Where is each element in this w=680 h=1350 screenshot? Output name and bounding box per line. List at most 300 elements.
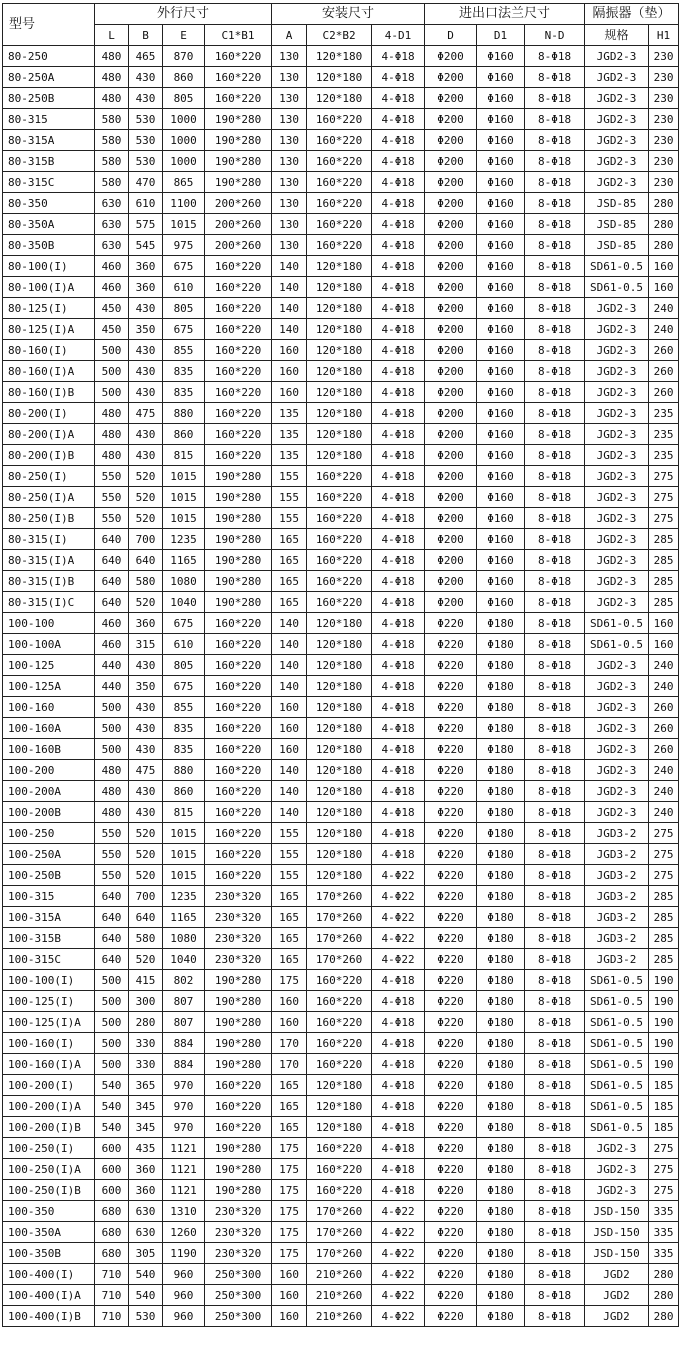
cell-nd: 8-Φ18: [525, 760, 585, 781]
table-row: [3, 1243, 679, 1264]
cell-nd: 8-Φ18: [525, 949, 585, 970]
cell-a: 160: [272, 739, 307, 760]
cell-c1b1: 190*280: [205, 1138, 272, 1159]
cell-l: 710: [95, 1264, 129, 1285]
table-row: [3, 1264, 679, 1285]
cell-h1: 190: [649, 970, 679, 991]
cell-model: 100-160B: [3, 739, 95, 760]
cell-l: 680: [95, 1222, 129, 1243]
cell-e: 1015: [163, 487, 205, 508]
cell-e: 1000: [163, 151, 205, 172]
cell-nd: 8-Φ18: [525, 1012, 585, 1033]
table-row: [3, 634, 679, 655]
cell-spec: SD61-0.5: [585, 256, 649, 277]
cell-model: 100-200A: [3, 781, 95, 802]
cell-b: 430: [129, 445, 163, 466]
cell-c2b2: 120*180: [307, 277, 372, 298]
cell-h1: 275: [649, 844, 679, 865]
cell-a: 175: [272, 1201, 307, 1222]
cell-d1: Φ180: [477, 1096, 525, 1117]
cell-spec: JGD3-2: [585, 949, 649, 970]
cell-b: 700: [129, 886, 163, 907]
cell-nd: 8-Φ18: [525, 613, 585, 634]
cell-h1: 280: [649, 1306, 679, 1327]
cell-h1: 275: [649, 508, 679, 529]
cell-b: 330: [129, 1054, 163, 1075]
cell-nd: 8-Φ18: [525, 1180, 585, 1201]
cell-spec: JGD2-3: [585, 739, 649, 760]
cell-spec: JGD2-3: [585, 46, 649, 67]
cell-e: 884: [163, 1033, 205, 1054]
cell-a: 130: [272, 151, 307, 172]
cell-l: 460: [95, 277, 129, 298]
cell-c2b2: 210*260: [307, 1306, 372, 1327]
table-row: [3, 235, 679, 256]
cell-e: 975: [163, 235, 205, 256]
cell-model: 80-160(I): [3, 340, 95, 361]
cell-a: 165: [272, 907, 307, 928]
cell-model: 80-315: [3, 109, 95, 130]
cell-a: 160: [272, 382, 307, 403]
cell-spec: SD61-0.5: [585, 634, 649, 655]
cell-h1: 260: [649, 361, 679, 382]
cell-d: Φ220: [425, 970, 477, 991]
cell-d: Φ220: [425, 844, 477, 865]
cell-a: 130: [272, 46, 307, 67]
cell-spec: JGD2-3: [585, 592, 649, 613]
cell-e: 1165: [163, 550, 205, 571]
cell-b: 470: [129, 172, 163, 193]
table-row: [3, 319, 679, 340]
cell-d1: Φ160: [477, 298, 525, 319]
cell-c2b2: 170*260: [307, 1222, 372, 1243]
cell-c1b1: 190*280: [205, 151, 272, 172]
cell-a: 160: [272, 1306, 307, 1327]
cell-d: Φ220: [425, 991, 477, 1012]
col-header-e: E: [163, 25, 205, 46]
cell-d1: Φ160: [477, 109, 525, 130]
cell-d: Φ200: [425, 571, 477, 592]
cell-nd: 8-Φ18: [525, 298, 585, 319]
cell-d1: Φ180: [477, 970, 525, 991]
cell-c2b2: 120*180: [307, 382, 372, 403]
cell-a: 140: [272, 277, 307, 298]
cell-d1: Φ160: [477, 67, 525, 88]
cell-a: 160: [272, 718, 307, 739]
cell-model: 100-160: [3, 697, 95, 718]
cell-model: 100-250(I)A: [3, 1159, 95, 1180]
cell-b: 430: [129, 382, 163, 403]
cell-spec: JGD3-2: [585, 907, 649, 928]
cell-a: 155: [272, 844, 307, 865]
cell-nd: 8-Φ18: [525, 256, 585, 277]
cell-c1b1: 160*220: [205, 1096, 272, 1117]
cell-l: 500: [95, 718, 129, 739]
table-row: [3, 1096, 679, 1117]
cell-4d1: 4-Φ18: [372, 508, 425, 529]
cell-model: 80-200(I)B: [3, 445, 95, 466]
cell-d: Φ200: [425, 466, 477, 487]
cell-4d1: 4-Φ18: [372, 781, 425, 802]
cell-d1: Φ180: [477, 823, 525, 844]
cell-4d1: 4-Φ22: [372, 886, 425, 907]
cell-4d1: 4-Φ18: [372, 193, 425, 214]
cell-model: 100-100A: [3, 634, 95, 655]
cell-c2b2: 160*220: [307, 466, 372, 487]
cell-c2b2: 160*220: [307, 592, 372, 613]
cell-d1: Φ180: [477, 1285, 525, 1306]
cell-c2b2: 160*220: [307, 1054, 372, 1075]
cell-c1b1: 230*320: [205, 907, 272, 928]
cell-l: 630: [95, 235, 129, 256]
cell-b: 350: [129, 676, 163, 697]
cell-model: 80-315A: [3, 130, 95, 151]
cell-nd: 8-Φ18: [525, 319, 585, 340]
cell-spec: JGD2-3: [585, 550, 649, 571]
cell-b: 315: [129, 634, 163, 655]
cell-b: 580: [129, 928, 163, 949]
cell-d: Φ220: [425, 1138, 477, 1159]
cell-d1: Φ180: [477, 1117, 525, 1138]
cell-c2b2: 160*220: [307, 1138, 372, 1159]
cell-model: 100-250(I): [3, 1138, 95, 1159]
cell-d1: Φ180: [477, 907, 525, 928]
cell-l: 550: [95, 466, 129, 487]
cell-d: Φ200: [425, 151, 477, 172]
cell-d: Φ200: [425, 256, 477, 277]
cell-c2b2: 120*180: [307, 760, 372, 781]
cell-model: 100-200(I)B: [3, 1117, 95, 1138]
cell-a: 175: [272, 1159, 307, 1180]
table-row: [3, 823, 679, 844]
cell-d1: Φ180: [477, 1264, 525, 1285]
cell-d1: Φ180: [477, 928, 525, 949]
cell-h1: 190: [649, 1033, 679, 1054]
cell-nd: 8-Φ18: [525, 844, 585, 865]
cell-c1b1: 160*220: [205, 46, 272, 67]
cell-d1: Φ160: [477, 361, 525, 382]
table-row: [3, 613, 679, 634]
cell-c2b2: 120*180: [307, 1075, 372, 1096]
cell-c1b1: 160*220: [205, 88, 272, 109]
cell-d: Φ220: [425, 1180, 477, 1201]
cell-d: Φ200: [425, 172, 477, 193]
cell-c1b1: 230*320: [205, 928, 272, 949]
cell-model: 100-100(I): [3, 970, 95, 991]
cell-c1b1: 190*280: [205, 487, 272, 508]
cell-a: 175: [272, 1222, 307, 1243]
cell-b: 345: [129, 1096, 163, 1117]
cell-a: 165: [272, 529, 307, 550]
cell-c1b1: 160*220: [205, 67, 272, 88]
cell-d: Φ220: [425, 634, 477, 655]
col-header-4d1: 4-D1: [372, 25, 425, 46]
table-row: [3, 1201, 679, 1222]
cell-c1b1: 160*220: [205, 424, 272, 445]
cell-l: 580: [95, 130, 129, 151]
cell-c2b2: 160*220: [307, 529, 372, 550]
cell-4d1: 4-Φ18: [372, 655, 425, 676]
cell-c2b2: 120*180: [307, 697, 372, 718]
cell-b: 610: [129, 193, 163, 214]
cell-spec: JGD2-3: [585, 487, 649, 508]
cell-d: Φ220: [425, 1159, 477, 1180]
cell-l: 640: [95, 550, 129, 571]
cell-model: 100-100: [3, 613, 95, 634]
cell-h1: 275: [649, 1180, 679, 1201]
cell-model: 80-315(I): [3, 529, 95, 550]
cell-4d1: 4-Φ18: [372, 172, 425, 193]
cell-e: 805: [163, 88, 205, 109]
table-row: [3, 1159, 679, 1180]
cell-c1b1: 190*280: [205, 130, 272, 151]
cell-nd: 8-Φ18: [525, 487, 585, 508]
cell-l: 710: [95, 1285, 129, 1306]
cell-e: 1000: [163, 130, 205, 151]
col-header-l: L: [95, 25, 129, 46]
cell-l: 550: [95, 865, 129, 886]
cell-l: 500: [95, 382, 129, 403]
cell-d: Φ220: [425, 1012, 477, 1033]
cell-e: 1015: [163, 823, 205, 844]
cell-nd: 8-Φ18: [525, 1096, 585, 1117]
cell-e: 815: [163, 445, 205, 466]
cell-4d1: 4-Φ18: [372, 823, 425, 844]
cell-h1: 230: [649, 172, 679, 193]
cell-b: 430: [129, 361, 163, 382]
cell-e: 1040: [163, 949, 205, 970]
cell-c1b1: 250*300: [205, 1285, 272, 1306]
cell-e: 835: [163, 382, 205, 403]
cell-d1: Φ180: [477, 802, 525, 823]
cell-spec: JGD2-3: [585, 718, 649, 739]
cell-model: 100-400(I)A: [3, 1285, 95, 1306]
cell-b: 580: [129, 571, 163, 592]
cell-c2b2: 160*220: [307, 214, 372, 235]
cell-4d1: 4-Φ18: [372, 382, 425, 403]
pump-dimension-table: [2, 3, 679, 1327]
cell-a: 140: [272, 655, 307, 676]
cell-4d1: 4-Φ18: [372, 1012, 425, 1033]
cell-a: 160: [272, 361, 307, 382]
cell-h1: 230: [649, 151, 679, 172]
cell-b: 530: [129, 109, 163, 130]
cell-d: Φ220: [425, 1285, 477, 1306]
cell-e: 1000: [163, 109, 205, 130]
cell-b: 700: [129, 529, 163, 550]
table-row: [3, 718, 679, 739]
cell-h1: 190: [649, 1054, 679, 1075]
cell-4d1: 4-Φ18: [372, 445, 425, 466]
cell-model: 100-200(I): [3, 1075, 95, 1096]
cell-spec: JGD2-3: [585, 1159, 649, 1180]
cell-4d1: 4-Φ18: [372, 277, 425, 298]
cell-l: 580: [95, 151, 129, 172]
cell-d: Φ200: [425, 382, 477, 403]
cell-model: 80-250B: [3, 88, 95, 109]
cell-c2b2: 160*220: [307, 172, 372, 193]
cell-c1b1: 190*280: [205, 1159, 272, 1180]
cell-c2b2: 120*180: [307, 865, 372, 886]
cell-d: Φ200: [425, 340, 477, 361]
cell-4d1: 4-Φ18: [372, 256, 425, 277]
cell-c1b1: 190*280: [205, 550, 272, 571]
table-row: [3, 592, 679, 613]
cell-c2b2: 170*260: [307, 907, 372, 928]
table-row: [3, 277, 679, 298]
cell-l: 480: [95, 403, 129, 424]
cell-e: 860: [163, 67, 205, 88]
cell-h1: 240: [649, 760, 679, 781]
cell-d1: Φ180: [477, 739, 525, 760]
table-row: [3, 1306, 679, 1327]
cell-l: 540: [95, 1075, 129, 1096]
table-row: [3, 970, 679, 991]
cell-c2b2: 160*220: [307, 1180, 372, 1201]
cell-c1b1: 230*320: [205, 1201, 272, 1222]
cell-d: Φ200: [425, 508, 477, 529]
cell-b: 640: [129, 550, 163, 571]
cell-h1: 275: [649, 466, 679, 487]
cell-c2b2: 120*180: [307, 88, 372, 109]
cell-d: Φ200: [425, 193, 477, 214]
cell-model: 100-315B: [3, 928, 95, 949]
cell-4d1: 4-Φ18: [372, 760, 425, 781]
cell-c1b1: 160*220: [205, 697, 272, 718]
cell-model: 80-160(I)B: [3, 382, 95, 403]
cell-d1: Φ160: [477, 277, 525, 298]
flange-dimensions-header: 进出口法兰尺寸: [425, 4, 585, 25]
cell-l: 680: [95, 1243, 129, 1264]
cell-h1: 260: [649, 382, 679, 403]
cell-e: 610: [163, 634, 205, 655]
col-header-spec: 规格: [585, 25, 649, 46]
cell-model: 80-250: [3, 46, 95, 67]
cell-b: 350: [129, 319, 163, 340]
table-row: [3, 571, 679, 592]
isolator-header: 隔振器（垫）: [585, 4, 679, 25]
cell-d1: Φ160: [477, 592, 525, 613]
table-row: [3, 382, 679, 403]
table-row: [3, 88, 679, 109]
cell-4d1: 4-Φ18: [372, 424, 425, 445]
cell-c1b1: 160*220: [205, 634, 272, 655]
cell-h1: 160: [649, 634, 679, 655]
cell-4d1: 4-Φ18: [372, 130, 425, 151]
cell-d1: Φ160: [477, 235, 525, 256]
cell-e: 960: [163, 1306, 205, 1327]
cell-d: Φ200: [425, 130, 477, 151]
cell-h1: 275: [649, 865, 679, 886]
cell-h1: 285: [649, 907, 679, 928]
cell-d1: Φ180: [477, 1012, 525, 1033]
cell-nd: 8-Φ18: [525, 172, 585, 193]
cell-4d1: 4-Φ22: [372, 1306, 425, 1327]
cell-l: 630: [95, 214, 129, 235]
cell-l: 600: [95, 1138, 129, 1159]
cell-c2b2: 120*180: [307, 340, 372, 361]
cell-e: 1190: [163, 1243, 205, 1264]
cell-h1: 260: [649, 697, 679, 718]
cell-model: 80-350B: [3, 235, 95, 256]
cell-b: 345: [129, 1117, 163, 1138]
cell-e: 865: [163, 172, 205, 193]
cell-a: 160: [272, 1285, 307, 1306]
cell-h1: 285: [649, 949, 679, 970]
cell-d1: Φ180: [477, 886, 525, 907]
cell-spec: SD61-0.5: [585, 1096, 649, 1117]
cell-4d1: 4-Φ18: [372, 697, 425, 718]
cell-c1b1: 160*220: [205, 445, 272, 466]
table-row: [3, 172, 679, 193]
cell-a: 170: [272, 1054, 307, 1075]
cell-d1: Φ180: [477, 1306, 525, 1327]
cell-4d1: 4-Φ18: [372, 109, 425, 130]
cell-b: 360: [129, 277, 163, 298]
cell-4d1: 4-Φ18: [372, 1096, 425, 1117]
cell-a: 165: [272, 592, 307, 613]
table-row: [3, 1285, 679, 1306]
cell-e: 1015: [163, 214, 205, 235]
col-header-nd: N-D: [525, 25, 585, 46]
cell-l: 480: [95, 424, 129, 445]
cell-l: 540: [95, 1117, 129, 1138]
cell-model: 80-315(I)C: [3, 592, 95, 613]
cell-spec: JGD2-3: [585, 130, 649, 151]
cell-b: 520: [129, 865, 163, 886]
cell-d: Φ220: [425, 739, 477, 760]
cell-a: 130: [272, 193, 307, 214]
cell-spec: JGD2: [585, 1264, 649, 1285]
cell-model: 100-200: [3, 760, 95, 781]
cell-nd: 8-Φ18: [525, 445, 585, 466]
cell-c2b2: 120*180: [307, 46, 372, 67]
cell-b: 530: [129, 130, 163, 151]
cell-l: 500: [95, 970, 129, 991]
table-row: [3, 949, 679, 970]
col-header-b: B: [129, 25, 163, 46]
table-row: [3, 655, 679, 676]
cell-b: 575: [129, 214, 163, 235]
cell-a: 170: [272, 1033, 307, 1054]
cell-l: 440: [95, 655, 129, 676]
cell-e: 880: [163, 403, 205, 424]
cell-b: 520: [129, 508, 163, 529]
cell-4d1: 4-Φ18: [372, 466, 425, 487]
cell-nd: 8-Φ18: [525, 571, 585, 592]
cell-model: 80-250A: [3, 67, 95, 88]
cell-nd: 8-Φ18: [525, 46, 585, 67]
cell-d: Φ220: [425, 802, 477, 823]
cell-b: 430: [129, 718, 163, 739]
table-row: [3, 676, 679, 697]
cell-spec: JGD2-3: [585, 529, 649, 550]
cell-c2b2: 160*220: [307, 235, 372, 256]
cell-h1: 260: [649, 739, 679, 760]
col-header-h1: H1: [649, 25, 679, 46]
cell-l: 450: [95, 319, 129, 340]
table-row: [3, 109, 679, 130]
cell-spec: JGD2-3: [585, 445, 649, 466]
table-row: [3, 550, 679, 571]
cell-h1: 275: [649, 487, 679, 508]
cell-c2b2: 120*180: [307, 823, 372, 844]
cell-4d1: 4-Φ22: [372, 1285, 425, 1306]
cell-b: 360: [129, 1180, 163, 1201]
cell-c2b2: 160*220: [307, 970, 372, 991]
cell-d: Φ220: [425, 1243, 477, 1264]
cell-model: 100-350B: [3, 1243, 95, 1264]
